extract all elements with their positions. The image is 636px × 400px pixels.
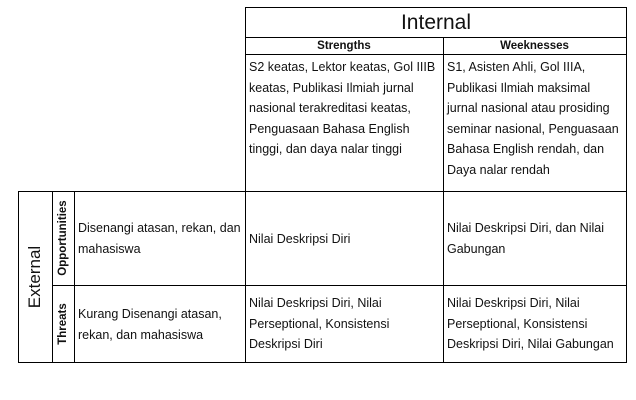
wo-cell-text: Nilai Deskripsi Diri, dan Nilai Gabungan xyxy=(447,221,604,256)
opportunities-text: Disenangi atasan, rekan, dan mahasiswa xyxy=(78,221,241,256)
grid-line xyxy=(443,37,444,363)
grid-line xyxy=(18,362,627,363)
opportunities-label: Opportunities xyxy=(57,200,69,276)
grid-line xyxy=(52,285,627,286)
grid-line xyxy=(74,191,75,363)
so-cell-text: Nilai Deskripsi Diri xyxy=(249,232,351,246)
threats-label: Threats xyxy=(57,303,69,345)
grid-line xyxy=(245,54,627,55)
strengths-header: Strengths xyxy=(317,40,371,52)
strengths-text: S2 keatas, Lektor keatas, Gol IIIB keatas, Publikasi Ilmiah jurnal nasional terakreditasi keatas, Penguasaan Bahasa English tinggi, dan daya nalar tinggi xyxy=(249,60,436,156)
wt-cell-text: Nilai Deskripsi Diri, Nilai Perseptional, Konsistensi Deskripsi Diri, Nilai Gabungan xyxy=(447,296,614,351)
weaknesses-header: Weeknesses xyxy=(500,40,569,52)
internal-title: Internal xyxy=(400,11,472,34)
external-title: External xyxy=(25,245,44,309)
st-cell-text: Nilai Deskripsi Diri, Nilai Perseptional, Konsistensi Deskripsi Diri xyxy=(249,296,390,351)
grid-line xyxy=(245,7,246,363)
threats-text: Kurang Disenangi atasan, rekan, dan mahasiswa xyxy=(78,307,222,342)
grid-line xyxy=(626,7,627,363)
grid-line xyxy=(52,191,53,363)
grid-line xyxy=(18,191,627,192)
weaknesses-text: S1, Asisten Ahli, Gol IIIA, Publikasi Ilmiah maksimal jurnal nasional atau prosiding seminar nasional, Penguasaan Bahasa English rendah, dan Daya nalar rendah xyxy=(447,60,619,177)
grid-line xyxy=(18,191,19,363)
